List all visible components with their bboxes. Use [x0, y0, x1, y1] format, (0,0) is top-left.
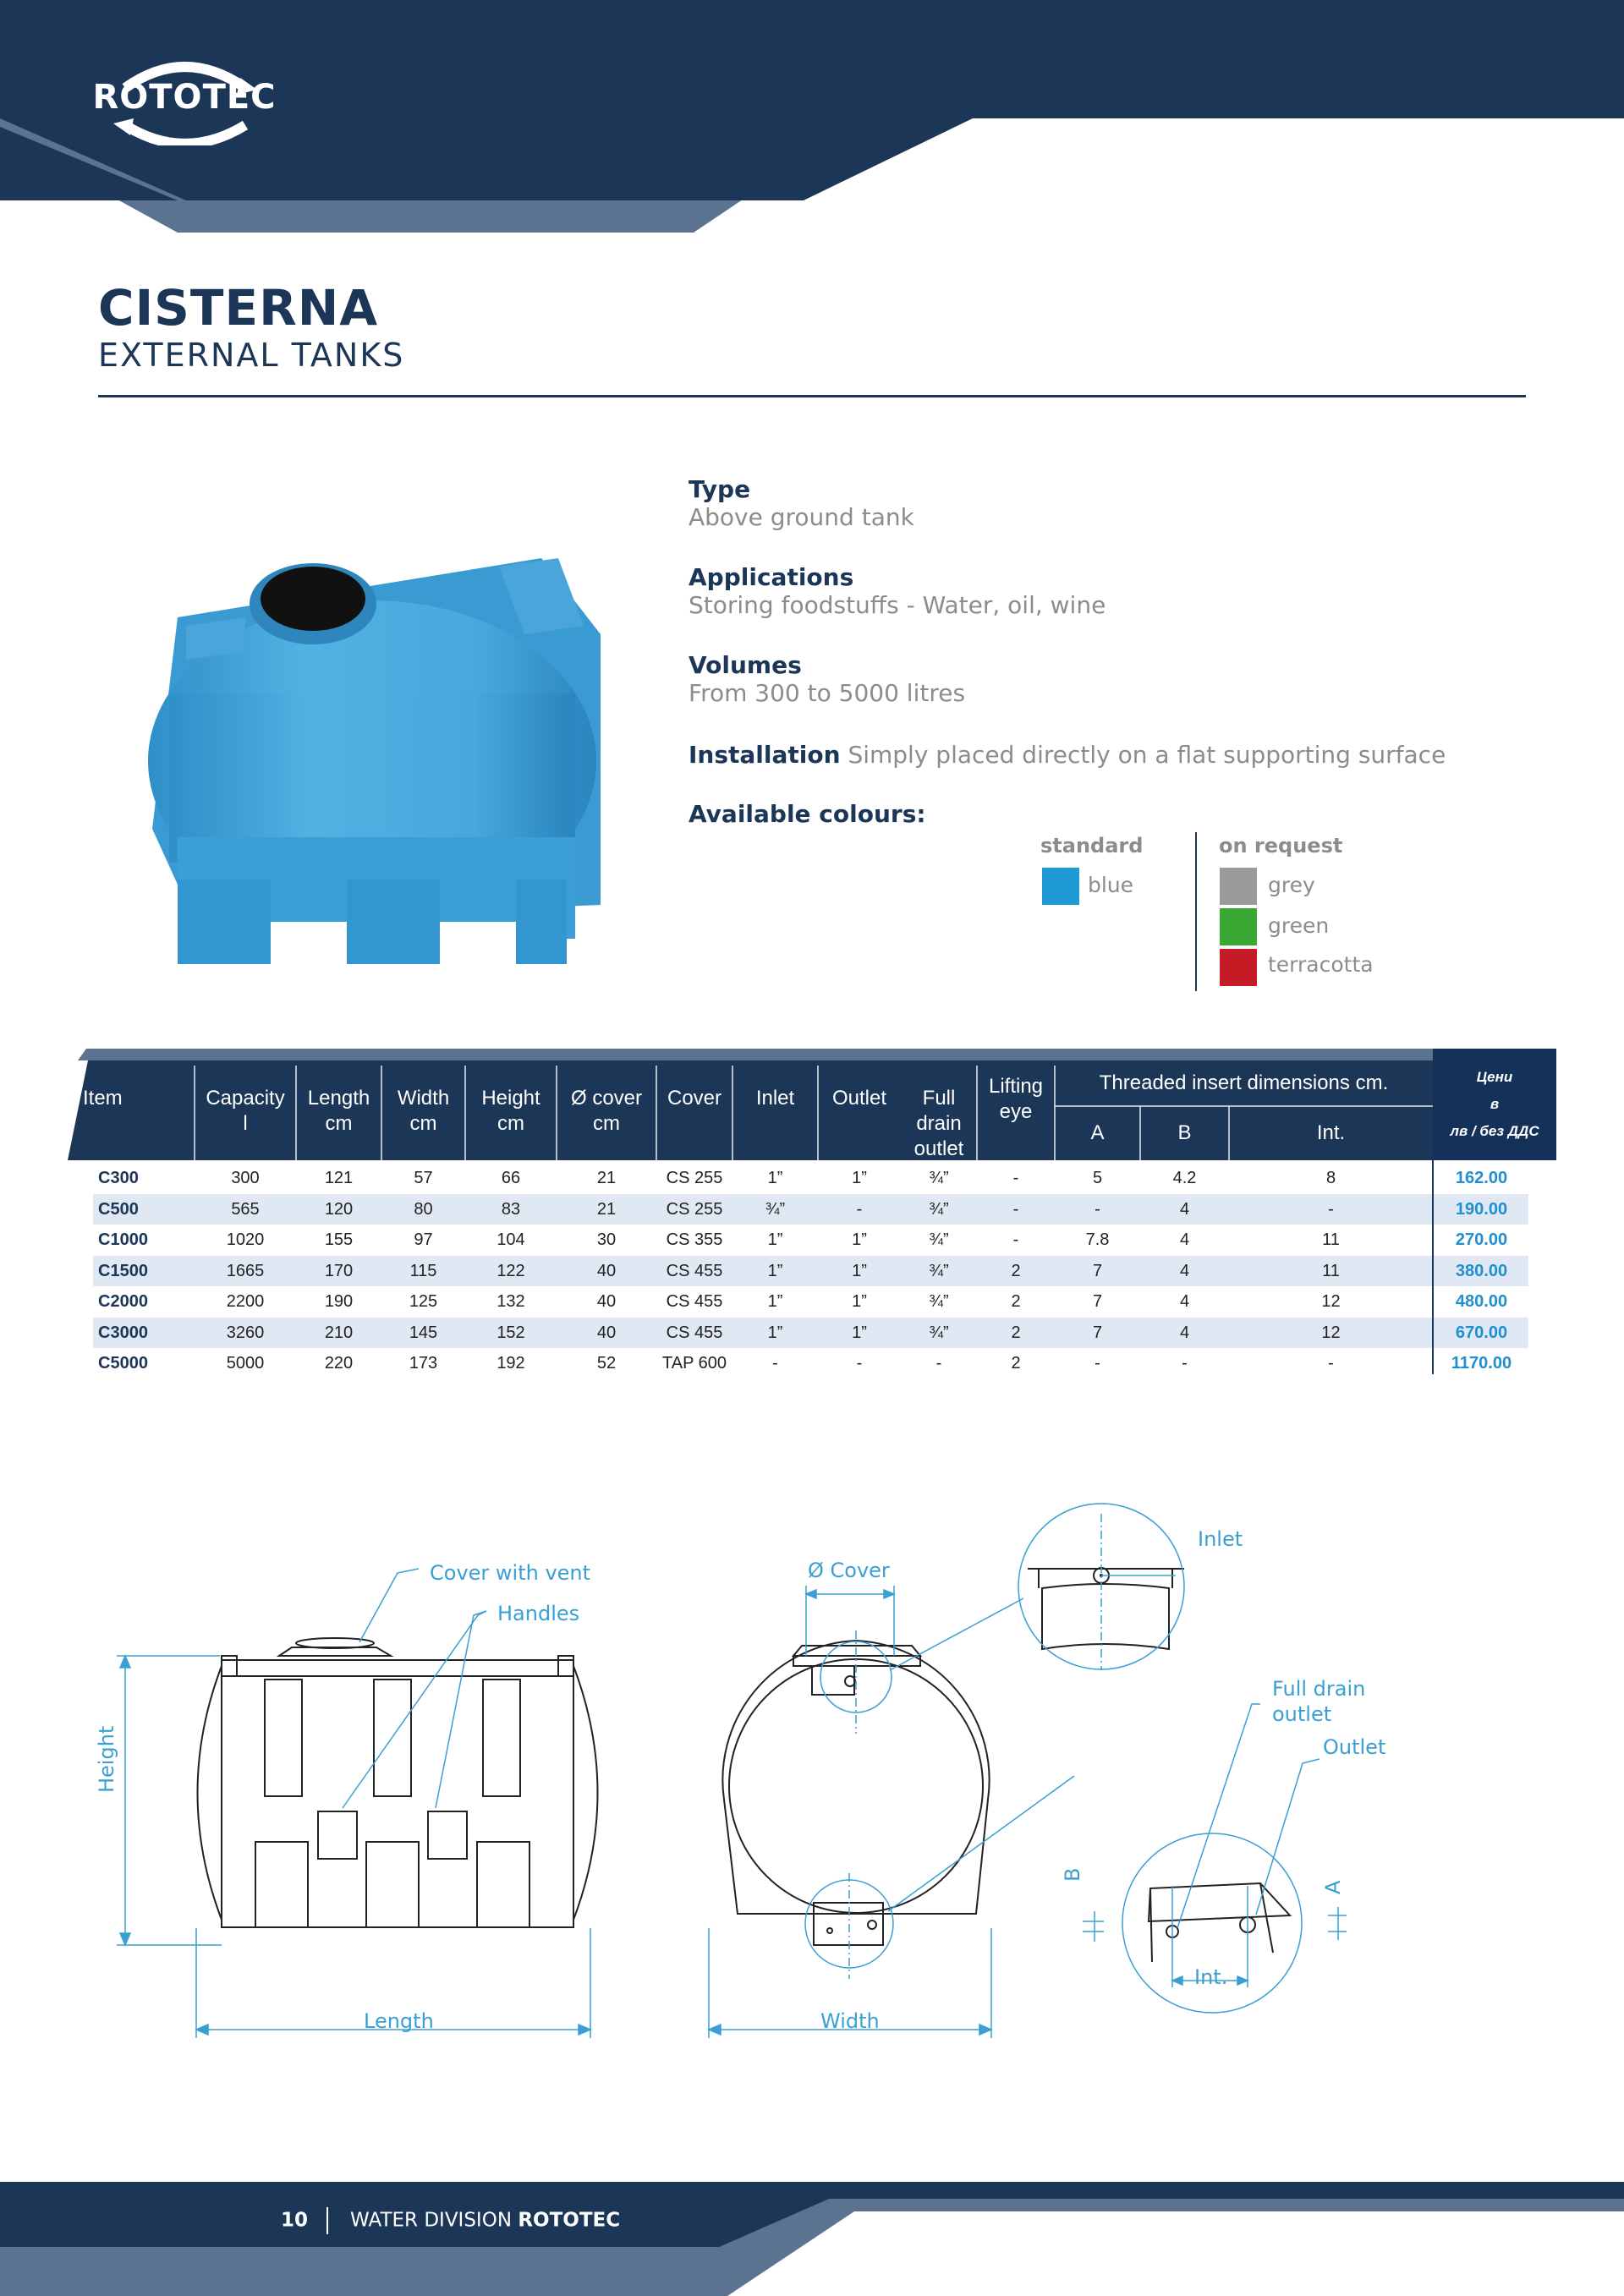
cell-outlet: 1” — [852, 1292, 867, 1311]
on-request-colours-heading: on request — [1219, 834, 1343, 858]
cell-cover: CS 255 — [666, 1199, 723, 1219]
cell-a: 7 — [1092, 1323, 1103, 1342]
cell-inlet: - — [772, 1354, 778, 1373]
cell-drain: ¾” — [929, 1323, 949, 1342]
cell-int: 12 — [1321, 1292, 1341, 1311]
cell-height: 66 — [501, 1169, 521, 1187]
label-full-drain-line1: Full drain — [1272, 1677, 1366, 1701]
cell-height: 132 — [497, 1292, 525, 1311]
cell-lifting: - — [1012, 1199, 1019, 1219]
cell-b: 4 — [1179, 1261, 1190, 1280]
page-title: CISTERNA — [98, 279, 379, 337]
label-height: Height — [95, 1725, 118, 1793]
cell-width: 173 — [409, 1354, 438, 1373]
th-capacity-line2: l — [243, 1112, 248, 1135]
cell-int: 12 — [1321, 1323, 1341, 1342]
cell-height: 83 — [501, 1199, 521, 1219]
cell-item: C2000 — [98, 1292, 148, 1311]
cell-b: 4 — [1179, 1230, 1190, 1249]
label-cover-with-vent: Cover with vent — [430, 1561, 591, 1585]
th-height-line2: cm — [497, 1112, 524, 1135]
table-row — [93, 1318, 1528, 1348]
cell-drain: - — [935, 1354, 942, 1373]
logo-text: ROTOTEC — [92, 78, 277, 117]
cell-inlet: 1” — [767, 1169, 783, 1187]
cell-height: 104 — [497, 1230, 525, 1249]
price-column-divider — [1432, 1159, 1434, 1374]
footer-text — [281, 2207, 620, 2234]
cell-capacity: 565 — [231, 1199, 260, 1219]
cell-item: C500 — [98, 1199, 139, 1219]
colour-options — [1032, 829, 1472, 998]
cell-item: C300 — [98, 1169, 139, 1187]
table-row — [93, 1225, 1528, 1255]
th-a: A — [1090, 1121, 1105, 1144]
th-length-line2: cm — [325, 1112, 353, 1135]
cell-lifting: 2 — [1011, 1354, 1021, 1373]
footer-separator — [326, 2207, 328, 2234]
cell-cover-d: 40 — [596, 1261, 617, 1280]
table-row — [93, 1194, 1528, 1225]
th-height — [465, 1086, 557, 1137]
cell-length: 210 — [324, 1323, 354, 1342]
cell-inlet: 1” — [767, 1292, 783, 1311]
footer-banner — [0, 2182, 1624, 2296]
cell-int: 11 — [1322, 1261, 1340, 1280]
label-length: Length — [364, 2009, 434, 2033]
th-length — [296, 1086, 381, 1137]
standard-colours-heading: standard — [1040, 834, 1144, 858]
th-height-line1: Height — [481, 1087, 540, 1110]
swatch-green — [1220, 908, 1257, 945]
swatch-blue-label: blue — [1088, 873, 1134, 897]
cell-cover-d: 21 — [596, 1169, 617, 1187]
cell-b: 4 — [1179, 1292, 1190, 1311]
cell-outlet: - — [856, 1354, 863, 1373]
th-full-drain-line1: Full drain — [916, 1087, 962, 1135]
cell-price: 670.00 — [1455, 1323, 1508, 1342]
cell-int: 11 — [1322, 1230, 1340, 1249]
th-full-drain-line2: outlet — [914, 1137, 964, 1160]
cell-b: 4.2 — [1172, 1169, 1197, 1187]
cell-outlet: - — [856, 1199, 863, 1219]
table-row — [93, 1348, 1528, 1378]
title-divider — [98, 395, 1526, 397]
cell-b: 4 — [1179, 1199, 1190, 1219]
th-width — [381, 1086, 465, 1137]
swatch-grey-label: grey — [1268, 873, 1315, 897]
spec-type-label: Type — [689, 475, 751, 503]
th-capacity-line1: Capacity — [206, 1087, 285, 1110]
cell-item: C3000 — [98, 1323, 148, 1342]
cell-lifting: 2 — [1011, 1323, 1021, 1342]
cell-a: - — [1095, 1354, 1100, 1373]
label-inlet: Inlet — [1198, 1527, 1243, 1551]
th-width-line1: Width — [397, 1087, 450, 1110]
cell-b: - — [1182, 1354, 1188, 1373]
spec-colours-label: Available colours: — [689, 800, 926, 828]
spec-type-value: Above ground tank — [689, 503, 914, 531]
cell-cover: CS 455 — [666, 1261, 723, 1280]
specification-table — [68, 1049, 1556, 1387]
cell-item: C1500 — [98, 1261, 148, 1280]
cell-drain: ¾” — [929, 1199, 949, 1219]
label-b: B — [1061, 1867, 1084, 1882]
cell-drain: ¾” — [929, 1230, 949, 1249]
th-lifting-eye — [977, 1074, 1055, 1125]
cell-cover: CS 355 — [666, 1230, 723, 1249]
cell-drain: ¾” — [929, 1261, 949, 1280]
th-cover-diameter-line1: Ø cover — [570, 1087, 643, 1110]
cell-width: 80 — [414, 1199, 433, 1219]
cell-lifting: - — [1012, 1230, 1019, 1249]
cell-int: - — [1328, 1199, 1334, 1219]
spec-volumes-label: Volumes — [689, 651, 802, 679]
table-row — [93, 1163, 1528, 1193]
footer-brand: ROTOTEC — [518, 2209, 621, 2232]
spec-installation-value: Simply placed directly on a flat supporting surface — [848, 741, 1446, 769]
th-full-drain — [901, 1086, 977, 1162]
cell-length: 220 — [324, 1354, 354, 1373]
cell-cover: TAP 600 — [662, 1354, 727, 1373]
cell-cover-d: 40 — [596, 1292, 617, 1311]
th-item: Item — [83, 1087, 123, 1110]
cell-item: C5000 — [98, 1354, 148, 1373]
th-price-line1: Цени — [1476, 1069, 1513, 1085]
cell-outlet: 1” — [852, 1323, 867, 1342]
cell-inlet: 1” — [767, 1261, 783, 1280]
label-width: Width — [820, 2009, 880, 2033]
cell-price: 480.00 — [1455, 1292, 1508, 1311]
tank-illustration — [144, 550, 617, 973]
spec-installation-label: Installation — [689, 741, 841, 769]
cell-capacity: 3260 — [226, 1323, 265, 1342]
cell-price: 380.00 — [1455, 1261, 1508, 1280]
rototec-logo — [91, 52, 277, 145]
swatch-terracotta — [1220, 949, 1257, 986]
label-full-drain-outlet — [1272, 1676, 1365, 1727]
cell-drain: ¾” — [929, 1292, 949, 1311]
table-row — [93, 1256, 1528, 1286]
cell-height: 192 — [497, 1354, 525, 1373]
th-width-line2: cm — [409, 1112, 437, 1135]
cell-capacity: 2200 — [226, 1292, 265, 1311]
cell-lifting: 2 — [1011, 1292, 1021, 1311]
spec-volumes-value: From 300 to 5000 litres — [689, 679, 966, 707]
cell-int: - — [1328, 1354, 1334, 1373]
th-threaded-insert: Threaded insert dimensions cm. — [1099, 1071, 1389, 1094]
cell-width: 115 — [409, 1261, 437, 1280]
cell-inlet: 1” — [767, 1230, 783, 1249]
th-cover-diameter-line2: cm — [593, 1112, 620, 1135]
th-inlet: Inlet — [755, 1087, 795, 1110]
cell-price: 270.00 — [1455, 1230, 1508, 1249]
cell-cover-d: 21 — [596, 1199, 617, 1219]
cell-outlet: 1” — [852, 1169, 867, 1187]
cell-a: 7.8 — [1085, 1230, 1110, 1249]
spec-type — [689, 475, 914, 531]
cell-int: 8 — [1325, 1169, 1336, 1187]
label-outlet: Outlet — [1323, 1735, 1386, 1759]
label-int: Int. — [1194, 1965, 1228, 1989]
spec-applications-value: Storing foodstuffs - Water, oil, wine — [689, 591, 1106, 619]
cell-cover-d: 52 — [596, 1354, 617, 1373]
cell-capacity: 1020 — [226, 1230, 265, 1249]
cell-height: 152 — [497, 1323, 525, 1342]
cell-capacity: 300 — [231, 1169, 260, 1187]
cell-a: - — [1095, 1199, 1100, 1219]
label-full-drain-line2: outlet — [1272, 1702, 1332, 1726]
label-a: A — [1321, 1880, 1345, 1894]
th-int: Int. — [1316, 1121, 1346, 1144]
th-b: B — [1177, 1121, 1192, 1144]
cell-outlet: 1” — [852, 1230, 867, 1249]
table-row — [93, 1286, 1528, 1317]
label-handles: Handles — [497, 1602, 580, 1625]
th-cover-diameter — [557, 1086, 656, 1137]
th-lifting-eye-line1: Lifting — [988, 1075, 1044, 1098]
cell-cover: CS 455 — [666, 1292, 723, 1311]
spec-applications-label: Applications — [689, 563, 854, 591]
th-cover: Cover — [667, 1087, 722, 1110]
th-price-line3: лв / без ДДС — [1450, 1123, 1539, 1139]
cell-a: 7 — [1092, 1261, 1103, 1280]
th-price — [1433, 1064, 1556, 1145]
cell-price: 162.00 — [1455, 1169, 1508, 1187]
swatch-blue — [1042, 868, 1079, 905]
cell-drain: ¾” — [929, 1169, 949, 1187]
cell-width: 125 — [409, 1292, 438, 1311]
cell-width: 97 — [414, 1230, 433, 1249]
label-cover-diameter: Ø Cover — [808, 1559, 890, 1582]
cell-length: 120 — [324, 1199, 354, 1219]
cell-cover-d: 40 — [596, 1323, 617, 1342]
cell-inlet: 1” — [767, 1323, 783, 1342]
spec-installation — [689, 741, 1446, 769]
cell-price: 190.00 — [1455, 1199, 1508, 1219]
cell-cover-d: 30 — [596, 1230, 617, 1249]
cell-lifting: 2 — [1011, 1261, 1021, 1280]
th-length-line1: Length — [307, 1087, 370, 1110]
cell-cover: CS 455 — [666, 1323, 723, 1342]
th-lifting-eye-line2: eye — [999, 1100, 1033, 1123]
cell-outlet: 1” — [852, 1261, 867, 1280]
swatch-terracotta-label: terracotta — [1268, 952, 1374, 977]
colours-divider — [1195, 832, 1197, 991]
spec-volumes — [689, 651, 965, 707]
cell-capacity: 5000 — [226, 1354, 265, 1373]
cell-item: C1000 — [98, 1230, 148, 1249]
cell-length: 190 — [324, 1292, 354, 1311]
cell-capacity: 1665 — [226, 1261, 265, 1280]
swatch-grey — [1220, 868, 1257, 905]
th-outlet: Outlet — [831, 1087, 887, 1110]
swatch-green-label: green — [1268, 913, 1330, 938]
cell-width: 145 — [409, 1323, 438, 1342]
spec-colours — [689, 800, 926, 828]
cell-a: 7 — [1092, 1292, 1103, 1311]
cell-width: 57 — [414, 1169, 433, 1187]
cell-length: 170 — [324, 1261, 354, 1280]
cell-lifting: - — [1012, 1169, 1019, 1187]
spec-applications — [689, 563, 1106, 619]
cell-price: 1170.00 — [1451, 1354, 1512, 1373]
cell-length: 155 — [324, 1230, 354, 1249]
th-capacity — [195, 1086, 296, 1137]
page-number: 10 — [281, 2209, 309, 2232]
page-subtitle: EXTERNAL TANKS — [98, 337, 405, 374]
cell-length: 121 — [324, 1169, 354, 1187]
th-price-line2: в — [1490, 1096, 1500, 1112]
cell-cover: CS 255 — [666, 1169, 723, 1187]
cell-a: 5 — [1092, 1169, 1103, 1187]
cell-inlet: ¾” — [765, 1199, 786, 1219]
footer-division: WATER DIVISION — [350, 2209, 513, 2232]
cell-height: 122 — [497, 1261, 525, 1280]
cell-b: 4 — [1179, 1323, 1190, 1342]
